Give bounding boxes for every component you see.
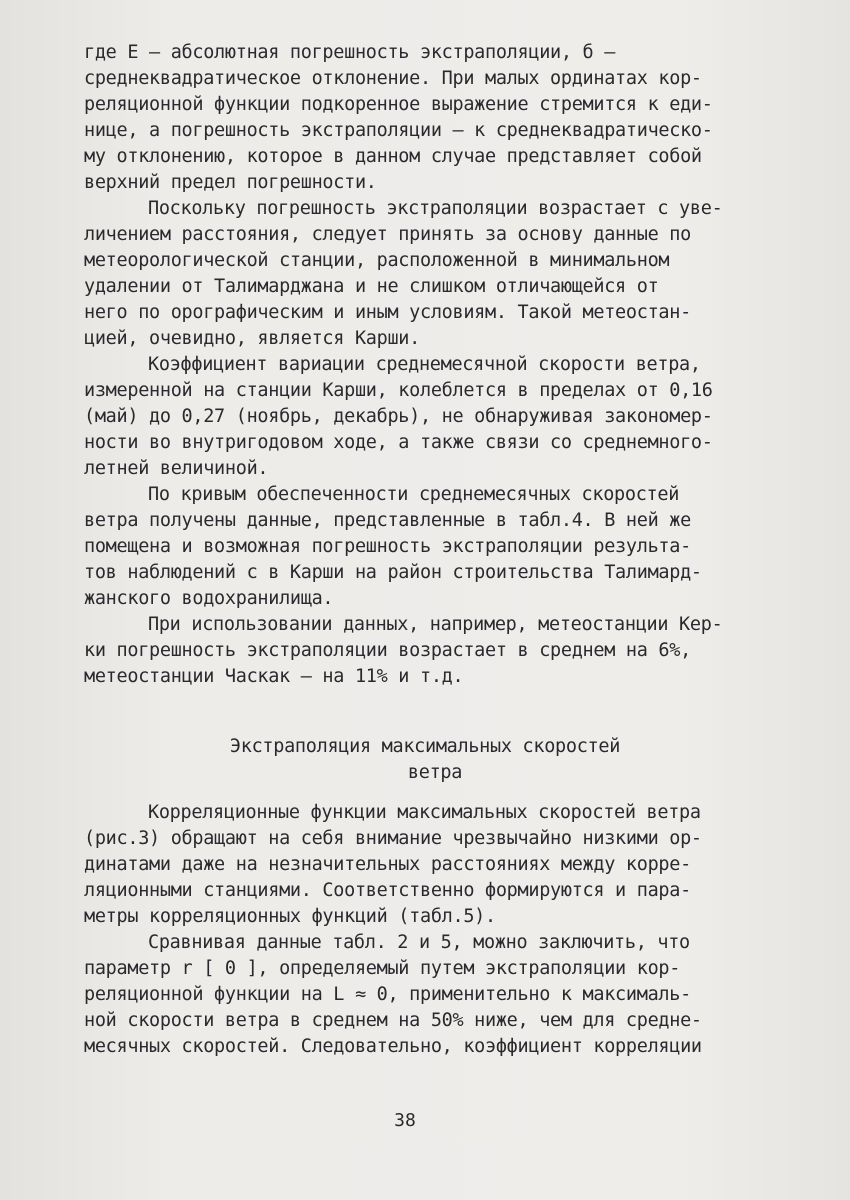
text-line: Поскольку погрешность экстраполяции возрастает с уве- bbox=[148, 198, 723, 219]
text-line: реляционной функции подкоренное выражение стремится к еди- bbox=[84, 94, 713, 115]
text-line: му отклонению, которое в данном случае представляет собой bbox=[84, 146, 702, 167]
text-line: жанского водохранилища. bbox=[84, 588, 334, 609]
text-line: где E – абсолютная погрешность экстраполяции, б – bbox=[84, 42, 616, 63]
text-line: него по орографическим и иным условиям. Такой метеостан- bbox=[84, 302, 691, 323]
text-line: ной скорости ветра в среднем на 50% ниже, чем для средне- bbox=[84, 1010, 702, 1031]
heading-line: ветра bbox=[407, 762, 463, 783]
text-line: летней величиной. bbox=[84, 458, 269, 479]
text-line: метеорологической станции, расположенной в минимальном bbox=[84, 250, 670, 271]
text-line: цией, очевидно, является Карши. bbox=[84, 328, 420, 349]
paragraph-1 bbox=[84, 40, 784, 196]
text-line: среднеквадратическое отклонение. При малых ординатах кор- bbox=[84, 68, 702, 89]
text-line: верхний предел погрешности. bbox=[84, 172, 377, 193]
text-line: (май) до 0,27 (ноябрь, декабрь), не обнаруживая закономер- bbox=[84, 406, 713, 427]
paragraph-4 bbox=[84, 482, 784, 612]
text-line: Корреляционные функции максимальных скоростей ветра bbox=[148, 802, 701, 823]
text-lower bbox=[84, 800, 784, 1060]
text-line: измеренной на станции Карши, колеблется в пределах от 0,16 bbox=[84, 380, 713, 401]
section-heading bbox=[0, 734, 850, 786]
text-line: динатами даже на незначительных расстояниях между корре- bbox=[84, 854, 691, 875]
text-line: ности во внутригодовом ходе, а также связи со среднемного- bbox=[84, 432, 713, 453]
text-line: (рис.3) обращают на себя внимание чрезвычайно низкими ор- bbox=[84, 828, 702, 849]
paragraph-2 bbox=[84, 196, 784, 352]
text-line: реляционной функции на L ≈ 0, применительно к максималь- bbox=[84, 984, 691, 1005]
text-line: При использовании данных, например, метеостанции Кер- bbox=[148, 614, 723, 635]
text-upper bbox=[84, 40, 784, 690]
text-line: тов наблюдений с в Карши на район строительства Талимард- bbox=[84, 562, 702, 583]
paragraph-3 bbox=[84, 352, 784, 482]
heading-line: Экстраполяция максимальных скоростей bbox=[229, 736, 621, 757]
text-line: Сравнивая данные табл. 2 и 5, можно заключить, что bbox=[148, 932, 690, 953]
paragraph-7 bbox=[84, 930, 784, 1060]
text-line: метеостанции Часкак – на 11% и т.д. bbox=[84, 666, 464, 687]
page-number: 38 bbox=[394, 1110, 416, 1131]
text-line: Коэффициент вариации среднемесячной скорости ветра, bbox=[148, 354, 701, 375]
text-line: параметр r [ 0 ], определяемый путем экстраполяции кор- bbox=[84, 958, 681, 979]
paragraph-5 bbox=[84, 612, 784, 690]
text-line: удалении от Талимарджана и не слишком отличающейся от bbox=[84, 276, 659, 297]
text-line: нице, а погрешность экстраполяции – к среднеквадратическо- bbox=[84, 120, 713, 141]
text-line: ветра получены данные, представленные в табл.4. В ней же bbox=[84, 510, 691, 531]
text-line: ляционными станциями. Соответственно формируются и пара- bbox=[84, 880, 691, 901]
text-line: ки погрешность экстраполяции возрастает в среднем на 6%, bbox=[84, 640, 691, 661]
text-line: метры корреляционных функций (табл.5). bbox=[84, 906, 496, 927]
text-line: личением расстояния, следует принять за основу данные по bbox=[84, 224, 691, 245]
paragraph-6 bbox=[84, 800, 784, 930]
text-line: помещена и возможная погрешность экстраполяции результа- bbox=[84, 536, 691, 557]
text-line: По кривым обеспеченности среднемесячных скоростей bbox=[148, 484, 680, 505]
text-line: месячных скоростей. Следовательно, коэффициент корреляции bbox=[84, 1036, 702, 1057]
